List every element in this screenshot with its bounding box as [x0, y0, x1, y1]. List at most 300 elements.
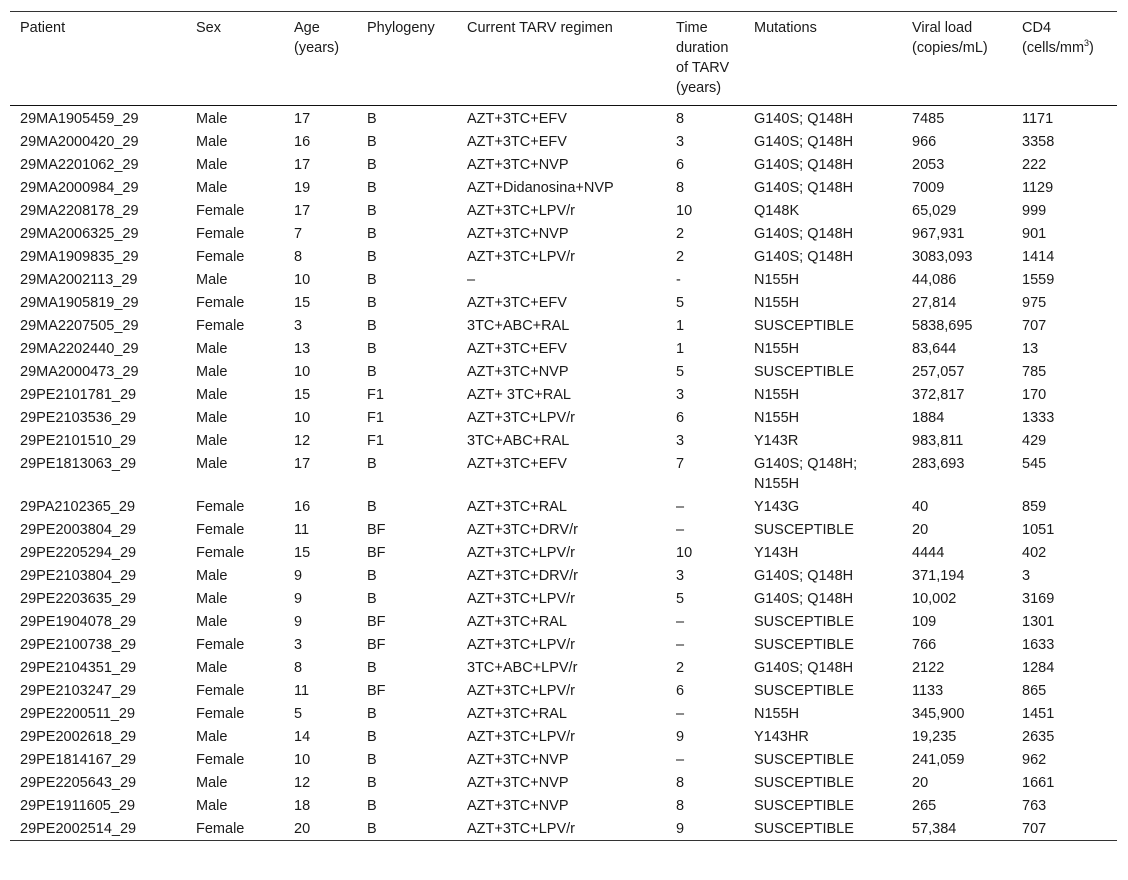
- cell-regimen: AZT+3TC+NVP: [467, 226, 569, 242]
- cell-patient: 29PE2100738_29: [20, 637, 137, 653]
- cell-viral-load: 265: [912, 798, 937, 814]
- cell-duration: 3: [676, 568, 685, 584]
- cell-patient: 29MA1909835_29: [20, 249, 139, 265]
- header-mutations: Mutations: [754, 20, 817, 36]
- cell-patient: 29MA1905819_29: [20, 295, 139, 311]
- cell-mutations: N155H: [754, 706, 800, 722]
- cell-mutations: Y143G: [754, 499, 800, 515]
- cell-mutations: Y143HR: [754, 729, 809, 745]
- cell-viral-load: 57,384: [912, 821, 957, 837]
- cell-sex: Male: [196, 568, 228, 584]
- cell-sex: Male: [196, 410, 228, 426]
- cell-phylogeny: B: [367, 318, 377, 334]
- cell-regimen: AZT+3TC+NVP: [467, 157, 569, 173]
- cell-duration: 6: [676, 410, 685, 426]
- cell-age: 10: [294, 410, 311, 426]
- cell-sex: Female: [196, 752, 245, 768]
- cell-phylogeny: B: [367, 295, 377, 311]
- cell-duration: 10: [676, 545, 693, 561]
- table-row: [10, 817, 1117, 841]
- table-row: [10, 702, 1117, 725]
- cell-duration: 3: [676, 433, 685, 449]
- cell-phylogeny: B: [367, 364, 377, 380]
- table-row: [10, 541, 1117, 564]
- table-row: [10, 314, 1117, 337]
- cell-patient: 29PE2103247_29: [20, 683, 137, 699]
- cell-regimen: AZT+3TC+NVP: [467, 752, 569, 768]
- cell-sex: Male: [196, 614, 228, 630]
- cell-age: 12: [294, 433, 311, 449]
- cell-sex: Female: [196, 706, 245, 722]
- table-row: [10, 610, 1117, 633]
- cell-viral-load: 10,002: [912, 591, 957, 607]
- cell-mutations: G140S; Q148H: [754, 591, 854, 607]
- cell-viral-load: 257,057: [912, 364, 965, 380]
- cell-regimen: AZT+3TC+EFV: [467, 295, 567, 311]
- cell-patient: 29MA2000473_29: [20, 364, 139, 380]
- cell-regimen: AZT+3TC+RAL: [467, 706, 567, 722]
- cell-cd4: 1284: [1022, 660, 1055, 676]
- cell-sex: Male: [196, 729, 228, 745]
- cell-sex: Male: [196, 798, 228, 814]
- cell-viral-load: 20: [912, 775, 929, 791]
- cell-phylogeny: F1: [367, 387, 384, 403]
- table-body: [10, 106, 1117, 841]
- cell-age: 10: [294, 752, 311, 768]
- cell-sex: Female: [196, 821, 245, 837]
- header-row: [10, 12, 1117, 106]
- cell-patient: 29PE2104351_29: [20, 660, 137, 676]
- cell-regimen: AZT+3TC+NVP: [467, 364, 569, 380]
- cell-regimen: 3TC+ABC+RAL: [467, 318, 570, 334]
- cell-duration: 5: [676, 591, 685, 607]
- cell-duration: –: [676, 499, 685, 515]
- table-row: [10, 199, 1117, 222]
- cell-age: 17: [294, 111, 311, 127]
- cell-cd4: 1451: [1022, 706, 1055, 722]
- cell-viral-load: 766: [912, 637, 937, 653]
- cell-age: 16: [294, 134, 311, 150]
- cell-age: 3: [294, 637, 303, 653]
- cell-regimen: AZT+3TC+DRV/r: [467, 568, 578, 584]
- cell-cd4: 999: [1022, 203, 1047, 219]
- table-row: [10, 245, 1117, 268]
- cell-cd4: 1559: [1022, 272, 1055, 288]
- cell-age: 17: [294, 203, 311, 219]
- cell-viral-load: 967,931: [912, 226, 965, 242]
- table-row: [10, 153, 1117, 176]
- cell-cd4: 429: [1022, 433, 1047, 449]
- cell-viral-load: 40: [912, 499, 929, 515]
- cell-mutations: G140S; Q148H: [754, 568, 854, 584]
- cell-mutations: Y143H: [754, 545, 799, 561]
- cell-cd4: 3: [1022, 568, 1031, 584]
- cell-age: 18: [294, 798, 311, 814]
- cell-regimen: AZT+3TC+LPV/r: [467, 410, 575, 426]
- cell-patient: 29PE1904078_29: [20, 614, 137, 630]
- cell-phylogeny: B: [367, 660, 377, 676]
- cell-duration: 8: [676, 798, 685, 814]
- cell-phylogeny: BF: [367, 522, 386, 538]
- cell-regimen: AZT+3TC+LPV/r: [467, 637, 575, 653]
- cell-regimen: AZT+3TC+LPV/r: [467, 683, 575, 699]
- cell-patient: 29PE2203635_29: [20, 591, 137, 607]
- cell-phylogeny: F1: [367, 433, 384, 449]
- cell-viral-load: 3083,093: [912, 249, 973, 265]
- cell-age: 14: [294, 729, 311, 745]
- cell-duration: 1: [676, 341, 685, 357]
- table-row: [10, 495, 1117, 518]
- cell-cd4: 763: [1022, 798, 1047, 814]
- cell-mutations: G140S; Q148H: [754, 111, 854, 127]
- cell-regimen: AZT+3TC+LPV/r: [467, 821, 575, 837]
- cell-cd4: 707: [1022, 821, 1047, 837]
- cell-age: 8: [294, 249, 303, 265]
- cell-age: 9: [294, 614, 303, 630]
- cell-viral-load: 1133: [912, 683, 944, 699]
- cell-mutations: N155H: [754, 410, 800, 426]
- cell-mutations: Q148K: [754, 203, 800, 219]
- cell-sex: Male: [196, 456, 228, 472]
- cell-age: 13: [294, 341, 311, 357]
- cell-regimen: AZT+3TC+LPV/r: [467, 729, 575, 745]
- cell-cd4: 1129: [1022, 180, 1054, 196]
- cell-viral-load: 241,059: [912, 752, 965, 768]
- cell-patient: 29PE2002514_29: [20, 821, 137, 837]
- cell-cd4: 545: [1022, 456, 1047, 472]
- cell-duration: 9: [676, 729, 685, 745]
- cell-viral-load: 983,811: [912, 433, 964, 449]
- header-cd4: [1012, 12, 1117, 106]
- cell-sex: Female: [196, 522, 245, 538]
- cell-viral-load: 966: [912, 134, 937, 150]
- cell-patient: 29PE2205294_29: [20, 545, 137, 561]
- table-row: [10, 656, 1117, 679]
- cell-duration: –: [676, 614, 685, 630]
- cell-sex: Female: [196, 249, 245, 265]
- cell-regimen: AZT+3TC+LPV/r: [467, 591, 575, 607]
- cell-cd4: 13: [1022, 341, 1039, 357]
- cell-mutations: N155H: [754, 387, 800, 403]
- cell-phylogeny: BF: [367, 683, 386, 699]
- cell-regimen: AZT+3TC+RAL: [467, 499, 567, 515]
- table-row: [10, 633, 1117, 656]
- cell-mutations: SUSCEPTIBLE: [754, 798, 854, 814]
- cell-patient: 29PE2103804_29: [20, 568, 137, 584]
- cell-mutations: N155H: [754, 341, 800, 357]
- cell-mutations: N155H: [754, 272, 800, 288]
- cell-phylogeny: B: [367, 752, 377, 768]
- cell-duration: 6: [676, 683, 685, 699]
- cell-cd4: 222: [1022, 157, 1047, 173]
- cell-age: 7: [294, 226, 303, 242]
- cell-sex: Female: [196, 226, 245, 242]
- cell-cd4: 402: [1022, 545, 1047, 561]
- cell-sex: Male: [196, 111, 228, 127]
- cell-phylogeny: B: [367, 134, 377, 150]
- cell-viral-load: 44,086: [912, 272, 957, 288]
- cell-duration: 10: [676, 203, 693, 219]
- cell-duration: 2: [676, 226, 685, 242]
- table-row: [10, 337, 1117, 360]
- cell-patient: 29MA2006325_29: [20, 226, 139, 242]
- cell-duration: 8: [676, 111, 685, 127]
- table-row: [10, 360, 1117, 383]
- cell-viral-load: 2053: [912, 157, 945, 173]
- cell-phylogeny: B: [367, 341, 377, 357]
- table-row: [10, 383, 1117, 406]
- cell-duration: 2: [676, 249, 685, 265]
- cell-age: 15: [294, 295, 311, 311]
- cell-patient: 29PE1814167_29: [20, 752, 137, 768]
- cell-cd4: 962: [1022, 752, 1047, 768]
- cell-age: 9: [294, 568, 303, 584]
- header-regimen: Current TARV regimen: [467, 20, 613, 36]
- header-duration: Time duration of TARV (years): [676, 20, 730, 96]
- table-row: [10, 106, 1117, 131]
- cell-phylogeny: B: [367, 729, 377, 745]
- cell-mutations: SUSCEPTIBLE: [754, 364, 854, 380]
- cell-phylogeny: B: [367, 499, 377, 515]
- header-cd4-text: CD4 (cells/mm: [1022, 20, 1085, 56]
- cell-viral-load: 5838,695: [912, 318, 973, 334]
- cell-viral-load: 7485: [912, 111, 945, 127]
- cell-patient: 29PE2003804_29: [20, 522, 137, 538]
- cell-mutations: SUSCEPTIBLE: [754, 683, 854, 699]
- table-row: [10, 222, 1117, 245]
- cell-duration: 2: [676, 660, 685, 676]
- cell-phylogeny: BF: [367, 614, 386, 630]
- cell-age: 10: [294, 364, 311, 380]
- cell-mutations: G140S; Q148H: [754, 157, 854, 173]
- cell-phylogeny: B: [367, 111, 377, 127]
- header-phylogeny: Phylogeny: [367, 20, 435, 36]
- cell-sex: Female: [196, 295, 245, 311]
- cell-patient: 29MA2208178_29: [20, 203, 139, 219]
- cell-cd4: 901: [1022, 226, 1047, 242]
- cell-patient: 29PA2102365_29: [20, 499, 136, 515]
- cell-duration: 3: [676, 134, 685, 150]
- cell-phylogeny: B: [367, 775, 377, 791]
- cell-cd4: 3358: [1022, 134, 1055, 150]
- header-cd4-close: ): [1089, 40, 1094, 56]
- cell-age: 17: [294, 157, 311, 173]
- cell-mutations: SUSCEPTIBLE: [754, 775, 854, 791]
- patient-table: [10, 11, 1117, 841]
- cell-phylogeny: B: [367, 157, 377, 173]
- cell-regimen: AZT+3TC+LPV/r: [467, 249, 575, 265]
- cell-phylogeny: B: [367, 568, 377, 584]
- cell-viral-load: 109: [912, 614, 937, 630]
- cell-regimen: AZT+3TC+LPV/r: [467, 203, 575, 219]
- cell-patient: 29MA2000420_29: [20, 134, 139, 150]
- cell-duration: 5: [676, 295, 685, 311]
- cell-patient: 29PE2101781_29: [20, 387, 137, 403]
- table-row: [10, 794, 1117, 817]
- cell-phylogeny: F1: [367, 410, 384, 426]
- cell-mutations: SUSCEPTIBLE: [754, 614, 854, 630]
- cell-duration: 9: [676, 821, 685, 837]
- cell-phylogeny: B: [367, 226, 377, 242]
- cell-age: 11: [294, 683, 310, 699]
- header-sex: Sex: [196, 20, 221, 36]
- table-row: [10, 679, 1117, 702]
- cell-viral-load: 2122: [912, 660, 945, 676]
- cell-cd4: 3169: [1022, 591, 1055, 607]
- cell-phylogeny: B: [367, 706, 377, 722]
- cell-viral-load: 345,900: [912, 706, 965, 722]
- cell-age: 11: [294, 522, 310, 538]
- cell-age: 9: [294, 591, 303, 607]
- cell-phylogeny: B: [367, 249, 377, 265]
- cell-regimen: 3TC+ABC+LPV/r: [467, 660, 578, 676]
- cell-mutations: SUSCEPTIBLE: [754, 637, 854, 653]
- cell-regimen: AZT+3TC+DRV/r: [467, 522, 578, 538]
- cell-phylogeny: BF: [367, 545, 386, 561]
- cell-sex: Male: [196, 591, 228, 607]
- cell-mutations: G140S; Q148H; N155H: [754, 456, 858, 492]
- cell-sex: Male: [196, 433, 228, 449]
- cell-sex: Male: [196, 364, 228, 380]
- cell-phylogeny: B: [367, 272, 377, 288]
- cell-cd4: 707: [1022, 318, 1047, 334]
- table-row: [10, 771, 1117, 794]
- cell-viral-load: 20: [912, 522, 929, 538]
- cell-age: 12: [294, 775, 311, 791]
- cell-sex: Female: [196, 499, 245, 515]
- cell-age: 8: [294, 660, 303, 676]
- cell-sex: Female: [196, 637, 245, 653]
- cell-phylogeny: B: [367, 456, 377, 472]
- cell-patient: 29MA2207505_29: [20, 318, 139, 334]
- cell-regimen: AZT+3TC+RAL: [467, 614, 567, 630]
- cell-viral-load: 7009: [912, 180, 945, 196]
- cell-age: 3: [294, 318, 303, 334]
- cell-cd4: 1333: [1022, 410, 1055, 426]
- cell-patient: 29MA2201062_29: [20, 157, 139, 173]
- cell-sex: Female: [196, 318, 245, 334]
- cell-viral-load: 283,693: [912, 456, 965, 472]
- cell-mutations: G140S; Q148H: [754, 180, 854, 196]
- cell-mutations: G140S; Q148H: [754, 249, 854, 265]
- cell-mutations: SUSCEPTIBLE: [754, 318, 854, 334]
- cell-mutations: G140S; Q148H: [754, 226, 854, 242]
- cell-patient: 29PE2205643_29: [20, 775, 137, 791]
- header-viral-load: Viral load (copies/mL): [912, 20, 988, 56]
- cell-duration: –: [676, 752, 685, 768]
- cell-regimen: AZT+3TC+EFV: [467, 341, 567, 357]
- cell-patient: 29PE1911605_29: [20, 798, 136, 814]
- cell-sex: Female: [196, 683, 245, 699]
- cell-regimen: 3TC+ABC+RAL: [467, 433, 570, 449]
- cell-patient: 29PE2200511_29: [20, 706, 136, 722]
- cell-viral-load: 65,029: [912, 203, 957, 219]
- cell-cd4: 1171: [1022, 111, 1054, 127]
- cell-sex: Male: [196, 341, 228, 357]
- table-row: [10, 564, 1117, 587]
- header-patient: Patient: [20, 20, 66, 36]
- table-row: [10, 518, 1117, 541]
- cell-regimen: AZT+3TC+EFV: [467, 134, 567, 150]
- cell-patient: 29PE1813063_29: [20, 456, 137, 472]
- table-row: [10, 587, 1117, 610]
- cell-viral-load: 19,235: [912, 729, 957, 745]
- cell-patient: 29MA2202440_29: [20, 341, 139, 357]
- cell-viral-load: 1884: [912, 410, 945, 426]
- cell-age: 17: [294, 456, 311, 472]
- table-row: [10, 291, 1117, 314]
- cell-patient: 29MA2002113_29: [20, 272, 138, 288]
- cell-duration: 5: [676, 364, 685, 380]
- cell-viral-load: 372,817: [912, 387, 965, 403]
- cell-regimen: AZT+3TC+NVP: [467, 798, 569, 814]
- table-row: [10, 130, 1117, 153]
- cell-cd4: 170: [1022, 387, 1047, 403]
- cell-patient: 29PE2002618_29: [20, 729, 137, 745]
- cell-mutations: G140S; Q148H: [754, 134, 854, 150]
- cell-sex: Female: [196, 203, 245, 219]
- cell-duration: -: [676, 272, 681, 288]
- cell-viral-load: 4444: [912, 545, 945, 561]
- cell-cd4: 1051: [1022, 522, 1055, 538]
- cell-patient: 29MA2000984_29: [20, 180, 139, 196]
- cell-patient: 29PE2101510_29: [20, 433, 137, 449]
- cell-cd4: 1633: [1022, 637, 1055, 653]
- cell-age: 10: [294, 272, 311, 288]
- cell-duration: –: [676, 522, 685, 538]
- table-container: [10, 11, 1117, 841]
- cell-cd4: 975: [1022, 295, 1047, 311]
- cell-phylogeny: B: [367, 203, 377, 219]
- cell-mutations: Y143R: [754, 433, 799, 449]
- table-row: [10, 725, 1117, 748]
- cell-age: 19: [294, 180, 311, 196]
- cell-patient: 29PE2103536_29: [20, 410, 137, 426]
- cell-age: 15: [294, 545, 311, 561]
- cell-phylogeny: B: [367, 180, 377, 196]
- cell-regimen: AZT+3TC+EFV: [467, 456, 567, 472]
- cell-duration: –: [676, 706, 685, 722]
- cell-duration: 8: [676, 775, 685, 791]
- cell-cd4: 1414: [1022, 249, 1055, 265]
- cell-regimen: AZT+ 3TC+RAL: [467, 387, 571, 403]
- cell-duration: 7: [676, 456, 685, 472]
- cell-viral-load: 83,644: [912, 341, 957, 357]
- cell-sex: Male: [196, 272, 228, 288]
- cell-cd4: 859: [1022, 499, 1047, 515]
- cell-mutations: SUSCEPTIBLE: [754, 522, 854, 538]
- table-row: [10, 176, 1117, 199]
- cell-sex: Male: [196, 134, 228, 150]
- cell-mutations: G140S; Q148H: [754, 660, 854, 676]
- cell-sex: Male: [196, 775, 228, 791]
- cell-regimen: AZT+Didanosina+NVP: [467, 180, 614, 196]
- cell-phylogeny: B: [367, 798, 377, 814]
- cell-phylogeny: B: [367, 821, 377, 837]
- cell-cd4: 1661: [1022, 775, 1055, 791]
- cell-mutations: SUSCEPTIBLE: [754, 752, 854, 768]
- table-row: [10, 406, 1117, 429]
- cell-viral-load: 27,814: [912, 295, 957, 311]
- cell-regimen: AZT+3TC+NVP: [467, 775, 569, 791]
- header-age: Age (years): [294, 20, 340, 56]
- cell-phylogeny: B: [367, 591, 377, 607]
- table-row: [10, 429, 1117, 452]
- table-row: [10, 748, 1117, 771]
- cell-sex: Female: [196, 545, 245, 561]
- cell-sex: Male: [196, 660, 228, 676]
- table-row: [10, 452, 1117, 495]
